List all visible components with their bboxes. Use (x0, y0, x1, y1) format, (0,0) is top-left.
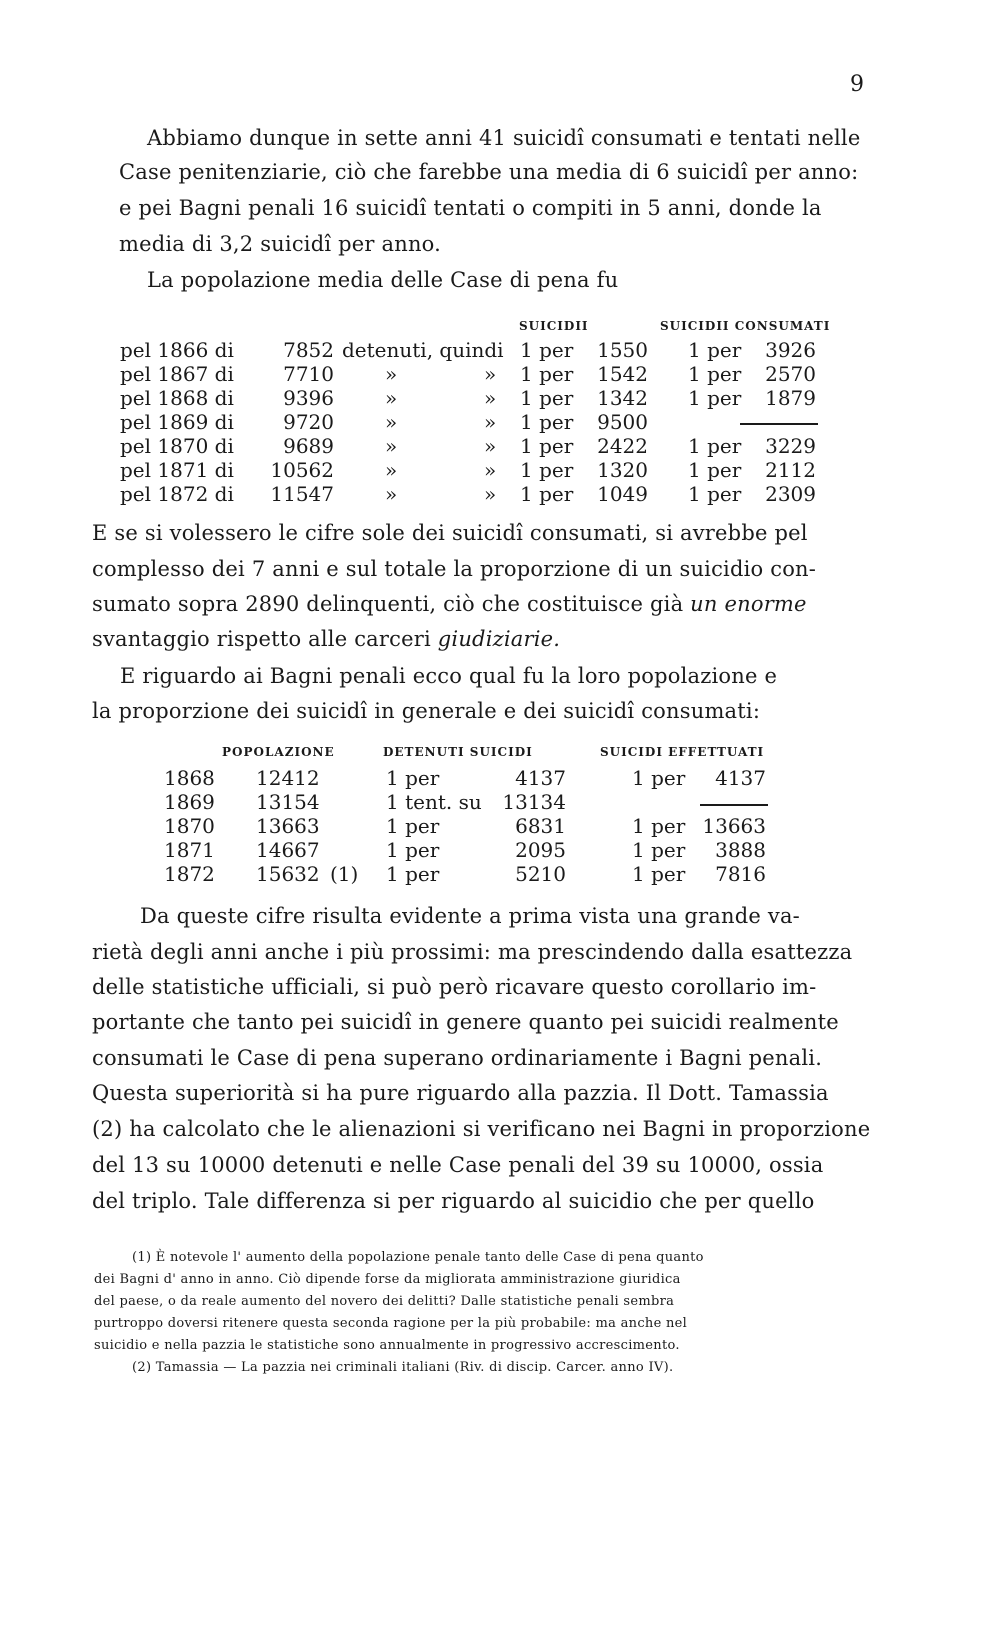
footnote-1-line-3: del paese, o da reale aumento del novero dei delitti? Dalle statistiche penali sembra (94, 1294, 675, 1309)
para5-line-5: consumati le Case di pena superano ordinariamente i Bagni penali. (92, 1046, 823, 1070)
para3-line-4: svantaggio rispetto alle carceri giudiziarie. (92, 627, 561, 651)
para3-line-1: E se si volessero le cifre sole dei suicidî consumati, si avrebbe pel (92, 521, 808, 545)
para5-line-7: (2) ha calcolato che le alienazioni si verificano nei Bagni in proporzione (92, 1117, 871, 1141)
para5-line-8: del 13 su 10000 detenuti e nelle Case penali del 39 su 10000, ossia (92, 1153, 824, 1177)
book-page: 9 Abbiamo dunque in sette anni 41 suicidî consumati e tentati nelle Case penitenziarie, ciò che farebbe una media di 6 suicidî per anno: e pei Bagni penali 16 suicidî tentati o compiti in 5 anni, donde la media di 3,2 suicidî per anno. La popolazione media delle Case di pena fu SUICIDII SUICIDII CONSUMATI pel 1866 di 7852 detenuti, quindi 1 per 1550 1 per 3926 pel 1867 di 7710 » » 1 per 1542 1 per 2570 pel 1868 di 9396 » » 1 per 1342 1 per 1879 pel 1869 di 9720 » » 1 per 9500 pel 1870 di 9689 » » 1 per 2422 1 per 3229 pel 1871 di 10562 » » 1 per 1320 1 per 2112 pel 1872 di 11547 » » 1 per 1049 1 per 2309 E se si volessero le cifre sole dei suicidî consumati, si avrebbe pel complesso dei 7 anni e sul totale la proporzione di un suicidio con- sumato sopra 2890 delinquenti, ciò che costituisce già un enorme svantaggio rispetto alle carceri giudiziarie. E riguardo ai Bagni penali ecco qual fu la loro popolazione e la proporzione dei suicidî in generale e dei suicidî consumati: POPOLAZIONE DETENUTI SUICIDI SUICIDI EFFETTUATI 1868 12412 1 per 4137 1 per 4137 1869 13154 1 tent. su 13134 1870 13663 1 per 6831 1 per 13663 1871 14667 1 per 2095 1 per 3888 1872 15632 (1) 1 per 5210 1 per 7816 Da queste cifre risulta evidente a prima vista una grande va- rietà degli anni anche i più prossimi: ma prescindendo dalla esattezza delle statistiche ufficiali, si può però ricavare questo corollario im- portante che tanto pei suicidî in genere quanto pei suicidi realmente consumati le Case di pena superano ordinariamente i Bagni penali. Questa superiorità si ha pure riguardo alla pazzia. Il Dott. Tamassia (2) ha calcolato che le alienazioni si verificano nei Bagni in proporzione del 13 su 10000 detenuti e nelle Case penali del 39 su 10000, ossia del triplo. Tale differenza si per riguardo al suicidio che per quello (1) È notevole l' aumento della popolazione penale tanto delle Case di pena quanto dei Bagni d' anno in anno. Ciò dipende forse da migliorata amministrazione giuridica del paese, o da reale aumento del novero dei delitti? Dalle statistiche penali sembra purtroppo doversi ritenere questa seconda ragione per la più probabile: ma anche nel suicidio e nella pazzia le statistiche sono annualmente in progressivo accrescimento. (2) Tamassia — La pazzia nei criminali italiani (Riv. di discip. Carcer. anno IV). (92, 72, 871, 1375)
para1-line-4: media di 3,2 suicidî per anno. (119, 232, 442, 256)
para5-line-3: delle statistiche ufficiali, si può però ricavare questo corollario im- (92, 975, 817, 999)
para3-line-3: sumato sopra 2890 delinquenti, ciò che costituisce già un enorme (92, 592, 807, 616)
para5-line-2: rietà degli anni anche i più prossimi: ma prescindendo dalla esattezza (92, 940, 853, 964)
para5-line-1: Da queste cifre risulta evidente a prima vista una grande va- (140, 904, 800, 928)
footnote-1-line-1: (1) È notevole l' aumento della popolazione penale tanto delle Case di pena quanto (132, 1250, 704, 1265)
footnote-ref: (1) (330, 862, 359, 886)
para5-line-4: portante che tanto pei suicidî in genere quanto pei suicidi realmente (92, 1010, 839, 1034)
para1-line-1: Abbiamo dunque in sette anni 41 suicidî consumati e tentati nelle (147, 126, 861, 150)
para5-line-9: del triplo. Tale differenza si per riguardo al suicidio che per quello (92, 1189, 815, 1213)
footnote-2: (2) Tamassia — La pazzia nei criminali italiani (Riv. di discip. Carcer. anno IV). (132, 1360, 674, 1375)
table1-header-consumati: SUICIDII CONSUMATI (660, 319, 831, 333)
para1-line-3: e pei Bagni penali 16 suicidî tentati o compiti in 5 anni, donde la (119, 196, 822, 220)
empty-value-dash (700, 804, 768, 806)
para4-line-1: E riguardo ai Bagni penali ecco qual fu la loro popolazione e (120, 664, 778, 688)
para2-line: La popolazione media delle Case di pena fu (147, 268, 619, 292)
footnote-1-line-4: purtroppo doversi ritenere questa seconda ragione per la più probabile: ma anche nel (94, 1316, 688, 1331)
footnote-1-line-2: dei Bagni d' anno in anno. Ciò dipende forse da migliorata amministrazione giuridica (94, 1272, 681, 1287)
para5-line-6: Questa superiorità si ha pure riguardo alla pazzia. Il Dott. Tamassia (92, 1081, 829, 1105)
table2-header-effettuati: SUICIDI EFFETTUATI (600, 745, 765, 759)
table1-header-suicidii: SUICIDII (519, 319, 589, 333)
para1-line-2: Case penitenziarie, ciò che farebbe una media di 6 suicidî per anno: (119, 160, 859, 184)
table2-header-popolazione: POPOLAZIONE (222, 745, 335, 759)
table2-header-detenuti: DETENUTI SUICIDI (383, 745, 533, 759)
footnote-1-line-5: suicidio e nella pazzia le statistiche sono annualmente in progressivo accrescimento. (94, 1338, 680, 1353)
para3-line-2: complesso dei 7 anni e sul totale la proporzione di un suicidio con- (92, 557, 817, 581)
empty-value-dash (740, 423, 818, 425)
para4-line-2: la proporzione dei suicidî in generale e dei suicidî consumati: (92, 699, 761, 723)
page-number: 9 (850, 72, 864, 97)
